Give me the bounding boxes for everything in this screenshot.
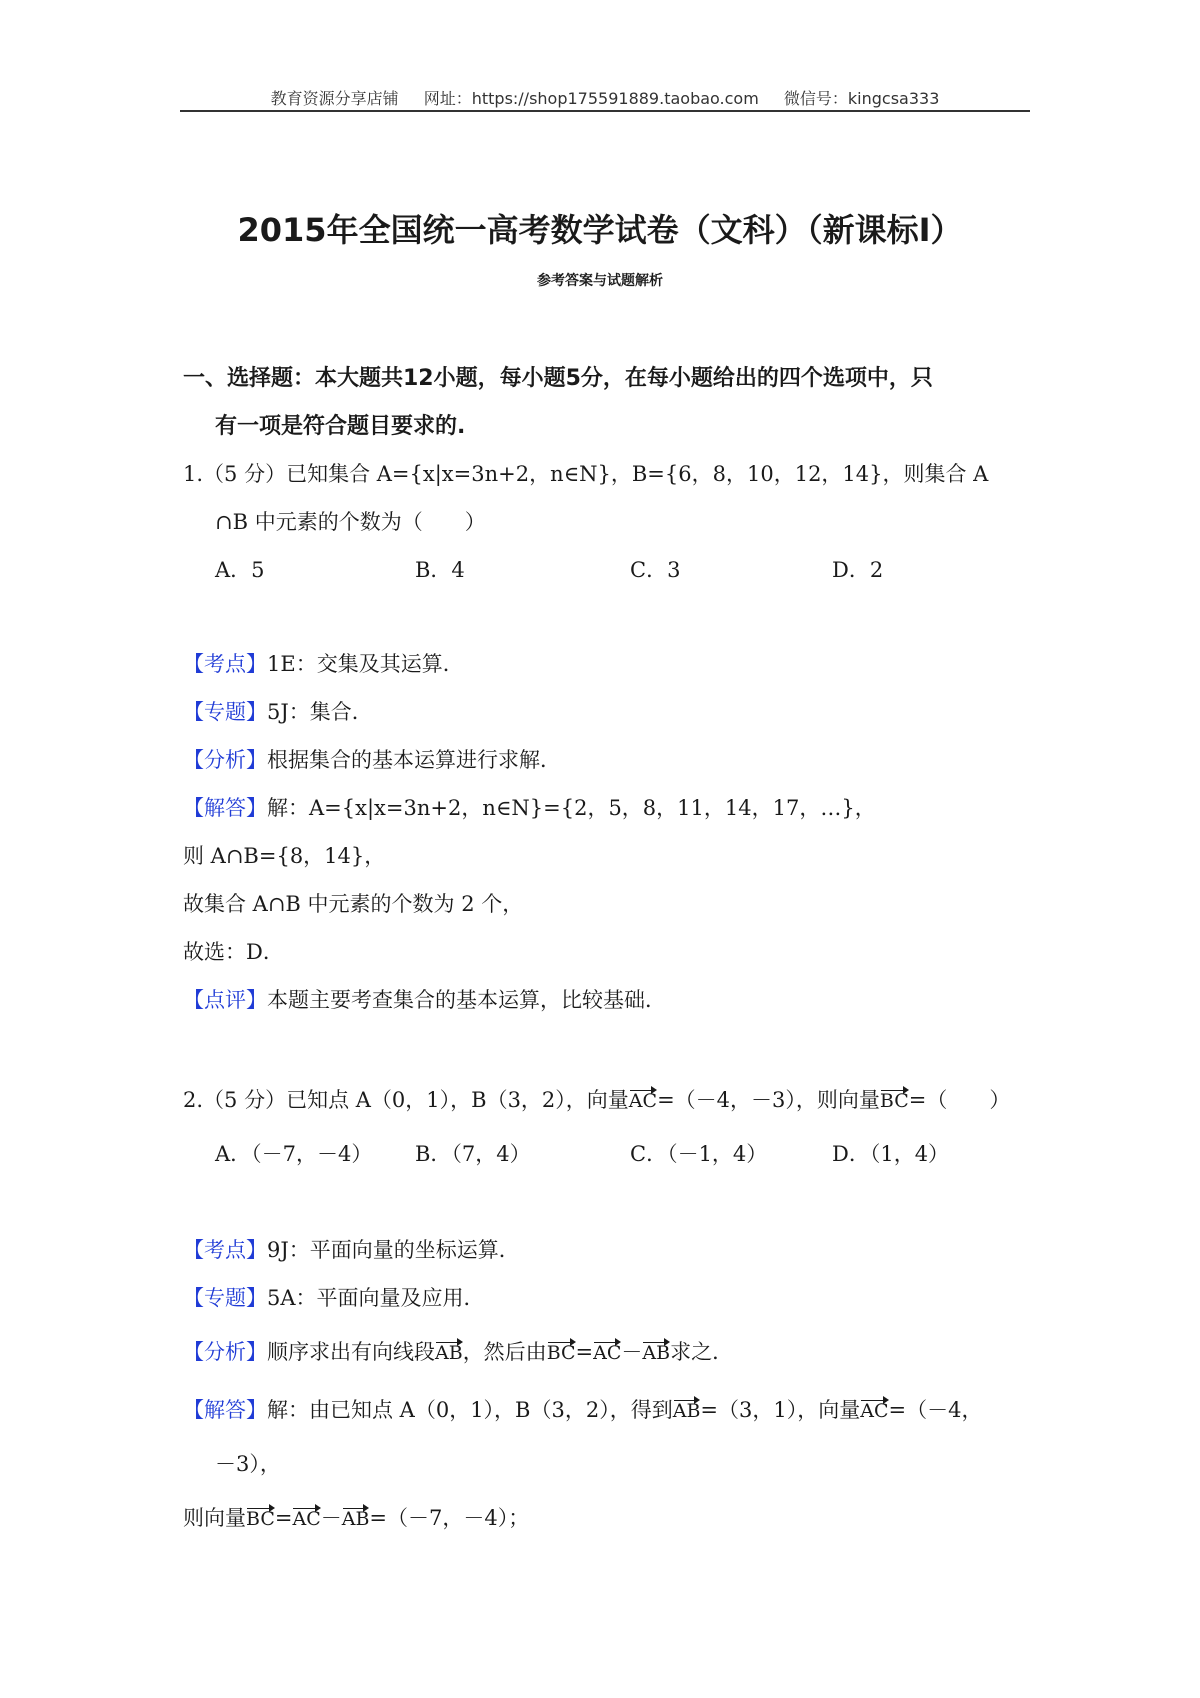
q2-stem — [183, 1084, 1010, 1114]
q2-jieda — [183, 1394, 982, 1424]
header-divider — [180, 110, 1030, 112]
dianping-tag: 【点评】 — [183, 988, 267, 1012]
kaodian-tag: 【考点】 — [183, 652, 267, 676]
zhuanti-tag: 【专题】 — [183, 1286, 267, 1310]
q1-fenxi — [183, 744, 561, 774]
q1-jieda-text: 解：A={x|x=3n+2，n∈N}={2，5，8，11，14，17，…}， — [267, 796, 876, 820]
q2-option-c: C．（－1，4） — [630, 1142, 768, 1166]
vector-ab: AB — [672, 1400, 701, 1422]
q1-kaodian-text: 1E：交集及其运算． — [267, 652, 464, 676]
page-header — [180, 86, 1030, 109]
q1-stem-line1: 1.（5 分）已知集合 A={x|x=3n+2，n∈N}，B={6，8，10，12，14}，则集合 A — [183, 462, 989, 486]
q1-zhuanti-text: 5J：集合． — [267, 700, 373, 724]
q1-stem-line2: ∩B 中元素的个数为（ ） — [215, 510, 486, 534]
header-shop: 教育资源分享店铺 — [270, 89, 399, 108]
q1-solution-line4: 故选：D． — [183, 940, 284, 964]
kaodian-tag: 【考点】 — [183, 1238, 267, 1262]
jieda-tag: 【解答】 — [183, 796, 267, 820]
section-heading-line2: 有一项是符合题目要求的. — [215, 414, 466, 439]
q2-option-b: B．（7，4） — [415, 1142, 531, 1166]
vector-ac: AC — [860, 1400, 889, 1422]
vector-bc: BC — [879, 1090, 909, 1112]
q2-fenxi-part3: 求之． — [670, 1340, 734, 1364]
q2-stem-part3: =（ ） — [908, 1088, 1011, 1112]
q2-fenxi-part2: ，然后由 — [462, 1340, 547, 1364]
q1-zhuanti — [183, 696, 373, 726]
jieda-tag: 【解答】 — [183, 1398, 267, 1422]
q1-kaodian — [183, 648, 464, 678]
q2-kaodian — [183, 1234, 520, 1264]
fenxi-tag: 【分析】 — [183, 748, 267, 772]
q1-solution-line2: 则 A∩B={8，14}， — [183, 844, 386, 868]
q2-jieda-part1: 解：由已知点 A（0，1），B（3，2），得到 — [267, 1398, 673, 1422]
header-wechat: 微信号：kingcsa333 — [783, 89, 940, 108]
section-heading — [183, 355, 1033, 451]
vector-ac: AC — [628, 1090, 658, 1112]
vector-ab: AB — [341, 1508, 370, 1530]
q2-last-part1: 则向量 — [183, 1506, 246, 1530]
q2-jieda-line2: －3）， — [215, 1452, 281, 1476]
q2-zhuanti — [183, 1282, 485, 1312]
q1-solution-line3: 故集合 A∩B 中元素的个数为 2 个， — [183, 892, 524, 916]
q1-dianping-text: 本题主要考查集合的基本运算，比较基础． — [267, 988, 666, 1012]
page-title: 2015年全国统一高考数学试卷（文科）（新课标Ⅰ） — [237, 211, 963, 249]
q2-last-part2: =（－7，－4）； — [369, 1506, 530, 1530]
minus-sign: － — [621, 1340, 643, 1364]
vector-ab: AB — [435, 1342, 463, 1364]
vector-ab: AB — [642, 1342, 671, 1364]
equals-sign: = — [575, 1340, 594, 1364]
q2-kaodian-text: 9J：平面向量的坐标运算． — [267, 1238, 520, 1262]
q1-jieda — [183, 792, 876, 822]
page-subtitle: 参考答案与试题解析 — [537, 273, 663, 289]
vector-bc: BC — [246, 1508, 275, 1530]
q2-solution-last — [183, 1502, 529, 1532]
q1-fenxi-text: 根据集合的基本运算进行求解． — [267, 748, 561, 772]
minus-sign: － — [320, 1506, 342, 1530]
vector-ac: AC — [292, 1508, 321, 1530]
q1-option-d: D．2 — [832, 558, 884, 582]
section-heading-line1: 一、选择题：本大题共12小题，每小题5分，在每小题给出的四个选项中，只 — [183, 366, 933, 391]
q2-zhuanti-text: 5A：平面向量及应用． — [267, 1286, 485, 1310]
q1-option-a: A．5 — [215, 558, 265, 582]
equals-sign: = — [274, 1506, 293, 1530]
fenxi-tag: 【分析】 — [183, 1340, 267, 1364]
q1-option-b: B．4 — [415, 558, 465, 582]
vector-bc: BC — [546, 1342, 576, 1364]
q1-dianping — [183, 984, 666, 1014]
q2-option-d: D．（1，4） — [832, 1142, 950, 1166]
q1-option-c: C．3 — [630, 558, 681, 582]
q2-jieda-part3: =（－4， — [888, 1398, 983, 1422]
q2-jieda-part2: =（3，1），向量 — [700, 1398, 861, 1422]
header-url[interactable]: 网址：https://shop175591889.taobao.com — [423, 89, 759, 108]
q2-fenxi — [183, 1336, 733, 1366]
q2-option-a: A．（－7，－4） — [215, 1142, 373, 1166]
zhuanti-tag: 【专题】 — [183, 700, 267, 724]
q2-stem-part2: =（－4，－3），则向量 — [657, 1088, 880, 1112]
q2-fenxi-part1: 顺序求出有向线段 — [267, 1340, 435, 1364]
q2-stem-part1: 2.（5 分）已知点 A（0，1），B（3，2），向量 — [183, 1088, 629, 1112]
vector-ac: AC — [593, 1342, 622, 1364]
